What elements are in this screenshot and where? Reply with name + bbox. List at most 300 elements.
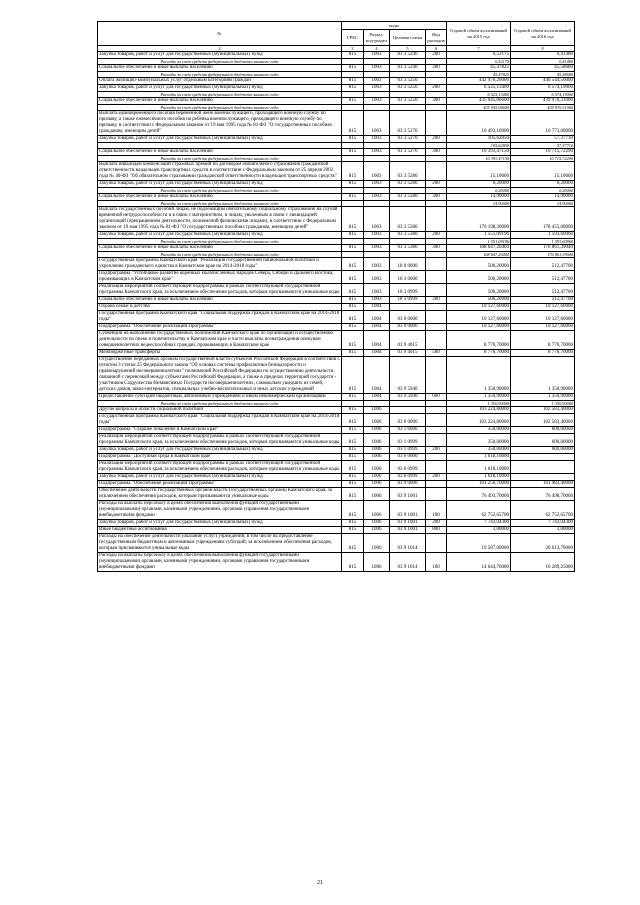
column-number: 7 <box>447 46 511 52</box>
table-row <box>98 394 575 401</box>
row-description: Расходы на выплаты персоналу в целях обеспечения выполнения функций государственными (муниципальными) органами, казенными учреждениями, органами управления государственными внебюджетными фондами <box>98 501 342 520</box>
row-description: Государственная программа Камчатского края "Социальная поддержка граждан в Камчатском крае на 2014-2018 годы" <box>98 311 342 324</box>
table-row <box>98 136 575 143</box>
row-vid <box>426 434 447 447</box>
row-vid: 100 <box>426 501 447 520</box>
table-row <box>98 488 575 501</box>
row-amount-2015: 442 470,20000 <box>447 78 511 85</box>
row-amount-2016: 10 127,60000 <box>511 311 575 324</box>
row-grbs: 815 <box>342 52 364 59</box>
row-amount-2015: 15,10000 <box>447 162 511 181</box>
row-amount-2015: 168 647,20404 <box>447 245 511 252</box>
row-razdel: 1006 <box>364 520 390 527</box>
table-row <box>98 350 575 357</box>
row-grbs: 815 <box>342 181 364 188</box>
row-grbs: 815 <box>342 427 364 434</box>
row-target: 03 3 5280 <box>390 162 426 181</box>
table-row <box>98 520 575 527</box>
row-grbs: 815 <box>342 520 364 527</box>
table-row <box>98 149 575 156</box>
row-razdel: 1004 <box>364 331 390 350</box>
row-vid <box>426 258 447 271</box>
column-number: 2 <box>98 46 342 52</box>
row-razdel: 1006 <box>364 481 390 488</box>
row-description: Социальное обеспечение и иные выплаты населению <box>98 149 342 156</box>
row-amount-2015: 8 776,70000 <box>447 331 511 350</box>
row-razdel: 1003 <box>364 284 390 297</box>
table-row <box>98 427 575 434</box>
row-grbs: 815 <box>342 297 364 304</box>
row-razdel: 1004 <box>364 357 390 394</box>
table-row <box>98 284 575 297</box>
table-row <box>98 194 575 201</box>
row-amount-2016: 57,37710 <box>511 143 575 149</box>
row-grbs: 815 <box>342 534 364 553</box>
row-amount-2015: 10 493,10000 <box>447 111 511 136</box>
row-target: 03 3 5270 <box>390 149 426 156</box>
row-amount-2016: 6 574,19000 <box>511 92 575 98</box>
row-grbs: 815 <box>342 207 364 232</box>
row-grbs: 815 <box>342 149 364 156</box>
row-amount-2016 <box>511 461 575 474</box>
table-row <box>98 111 575 136</box>
row-razdel: 1006 <box>364 407 390 414</box>
row-target: 03 9 4015 <box>390 331 426 350</box>
row-amount-2015: 0,20000 <box>447 188 511 194</box>
row-vid <box>426 414 447 427</box>
row-amount-2015: 1 618,10000 <box>447 474 511 481</box>
row-target: 03 9 5940 <box>390 357 426 394</box>
row-amount-2015: 14,90000 <box>447 201 511 207</box>
column-number: 5 <box>390 46 426 52</box>
row-description: Осуществление переданных органам государственной власти субъектов Российской Федерации в соответствии с пунктом 3 статьи 25 Федерального закона "Об основах системы профилактики безнадзорности и правонарушений несовершеннолетних" полномочий Российской Федерации по осуществлению деятельности, связанной с перевозкой между субъектами Российской Федерации, а также в пределах территорий государств - участников Содружества Независимых Государств несовершеннолетних, самовольно ушедших из семей, детских домов, школ-интернатов, специальных учебно-воспитательных и иных детских учреждений <box>99 357 340 392</box>
table-row <box>98 331 575 350</box>
row-description: Закупка товаров, работ и услуг для государственных (муниципальных) нужд <box>98 447 342 454</box>
row-amount-2015: 0,52175 <box>447 59 511 65</box>
table-row <box>98 297 575 304</box>
row-amount-2016: 439 970,31000 <box>511 98 575 105</box>
header-volume-2016: Годовой объем ассигнований на 2016 год <box>511 22 575 46</box>
row-vid <box>426 284 447 297</box>
row-grbs: 815 <box>342 232 364 239</box>
row-description: Закупка товаров, работ и услуг для государственных (муниципальных) нужд <box>98 52 342 59</box>
row-amount-2015: 1 350,90000 <box>447 357 511 394</box>
row-vid <box>426 207 447 232</box>
table-row <box>98 85 575 92</box>
row-vid <box>426 111 447 136</box>
row-target: 03 0 0000 <box>390 414 426 427</box>
row-amount-2015: 14,90000 <box>447 194 511 201</box>
row-razdel: 1006 <box>364 447 390 454</box>
row-grbs: 815 <box>342 78 364 85</box>
row-amount-2016: 600,00000 <box>511 434 575 447</box>
row-description: Закупка товаров, работ и услуг для государственных (муниципальных) нужд <box>98 474 342 481</box>
table-row <box>98 311 575 324</box>
table-row <box>98 434 575 447</box>
row-amount-2016: 0,20000 <box>511 188 575 194</box>
row-razdel: 1006 <box>364 488 390 501</box>
row-grbs: 815 <box>342 527 364 534</box>
row-grbs: 815 <box>342 434 364 447</box>
header-target: Целевая статья <box>390 30 426 46</box>
table-body <box>98 52 575 572</box>
row-grbs: 815 <box>342 271 364 284</box>
row-amount-2016: 10 127,60000 <box>511 324 575 331</box>
row-target: 03 1 0999 <box>390 447 426 454</box>
row-grbs: 815 <box>342 311 364 324</box>
row-razdel: 1003 <box>364 149 390 156</box>
row-vid <box>426 481 447 488</box>
row-amount-2015: 45,47825 <box>447 72 511 78</box>
table-row <box>98 258 575 271</box>
row-target: 03 9 0000 <box>390 481 426 488</box>
row-amount-2015: 506,20000 <box>447 271 511 284</box>
row-amount-2016: 439 970,31000 <box>511 105 575 111</box>
row-target: 03 3 5250 <box>390 85 426 92</box>
row-description: Оплата жилищно-коммунальных услуг отдельным категориям граждан <box>98 78 342 85</box>
row-razdel: 1003 <box>364 162 390 181</box>
row-vid <box>426 488 447 501</box>
row-description: Социальное обеспечение и иные выплаты населению <box>98 194 342 201</box>
row-vid <box>426 304 447 311</box>
row-target: 03 9 1014 <box>390 534 426 553</box>
column-number: 3 <box>342 46 364 52</box>
row-amount-2015: 350,00000 <box>447 434 511 447</box>
row-vid: 600 <box>426 394 447 401</box>
header-razdel: Раздел, под-раздел <box>364 30 390 46</box>
row-vid: 300 <box>426 245 447 252</box>
table-row <box>98 98 575 105</box>
table-row <box>98 162 575 181</box>
header-codes: коды <box>342 22 447 30</box>
row-razdel: 1003 <box>364 232 390 239</box>
row-description: Выплата государственных пособий лицам, не подлежащим обязательному социальному страхованию на случай временной нетрудоспособности и в связи с материнством, и лицам, уволенным в связи с ликвидацией организаций (прекращением деятельности, полномочий физическими лицами), в соответствии с Федеральным законом от 19 мая 1995 года № 81-ФЗ "О государственных пособиях гражданам, имеющим детей" <box>98 207 342 232</box>
row-amount-2016: 7 743,04300 <box>511 520 575 527</box>
row-target: 03 3 5270 <box>390 111 426 136</box>
table-row <box>98 245 575 252</box>
row-amount-2016: 1 350,90000 <box>511 357 575 394</box>
column-number: 8 <box>511 46 575 52</box>
row-amount-2016: 14,90000 <box>511 201 575 207</box>
row-razdel: 1003 <box>364 207 390 232</box>
row-amount-2015: 3,00000 <box>447 527 511 534</box>
table-row <box>98 461 575 474</box>
row-amount-2016: 1 593,60960 <box>511 232 575 239</box>
row-description: Другие вопросы в области социальной политики <box>98 407 342 414</box>
row-grbs: 815 <box>342 304 364 311</box>
row-grbs: 815 <box>342 501 364 520</box>
row-amount-2015: 8 776,70000 <box>447 350 511 357</box>
row-razdel: 1004 <box>364 350 390 357</box>
row-description: Закупка товаров, работ и услуг для государственных (муниципальных) нужд <box>98 85 342 92</box>
row-razdel: 1006 <box>364 553 390 572</box>
row-amount-2016: 1 350,90000 <box>511 401 575 407</box>
row-description: Охрана семьи и детства <box>98 304 342 311</box>
row-grbs: 815 <box>342 284 364 297</box>
budget-table <box>97 21 575 572</box>
row-description: Подпрограмма "Устойчивое развитие коренных малочисленных народов Севера, Сибири и Дальнего Востока, проживающих в Камчатском крае" <box>98 271 342 284</box>
row-grbs: 815 <box>342 85 364 92</box>
row-target: 03 9 5940 <box>390 394 426 401</box>
table-row <box>98 324 575 331</box>
row-target: 03 3 5380 <box>390 207 426 232</box>
row-amount-2016: 1 593,60960 <box>511 239 575 245</box>
row-vid: 200 <box>426 520 447 527</box>
row-amount-2015: 506,20000 <box>447 258 511 271</box>
row-description: Расходы за счет средств федерального бюджета мнимого года <box>98 239 342 245</box>
row-razdel: 1003 <box>364 258 390 271</box>
table-row <box>98 527 575 534</box>
row-amount-2016: 10 773,00000 <box>511 111 575 136</box>
row-target <box>390 304 426 311</box>
row-description: Закупка товаров, работ и услуг для государственных (муниципальных) нужд <box>98 136 342 143</box>
row-amount-2016: 10 715,72290 <box>511 156 575 162</box>
row-razdel: 1006 <box>364 474 390 481</box>
row-razdel: 1006 <box>364 414 390 427</box>
row-description: Расходы за счет средств федерального бюджета мнимого года <box>98 156 342 162</box>
row-target: 03 9 1001 <box>390 488 426 501</box>
row-amount-2016: 76 498,70000 <box>511 488 575 501</box>
table-row <box>98 78 575 85</box>
row-amount-2016: 102 583,40000 <box>511 407 575 414</box>
row-target: 03 3 5380 <box>390 245 426 252</box>
row-description: Закупка товаров, работ и услуг для государственных (муниципальных) нужд <box>98 520 342 527</box>
header-number: № <box>98 22 342 46</box>
row-description: Подпрограмма "Старшее поколение в Камчатском крае" <box>98 427 342 434</box>
row-amount-2016: 8 776,70000 <box>511 331 575 350</box>
row-target: 18 3 0000 <box>390 271 426 284</box>
row-amount-2016: 512,47700 <box>511 284 575 297</box>
row-razdel: 1003 <box>364 245 390 252</box>
row-target: 03 3 5250 <box>390 78 426 85</box>
row-razdel: 1003 <box>364 52 390 59</box>
table-row <box>98 407 575 414</box>
row-razdel: 1003 <box>364 136 390 143</box>
row-razdel: 1003 <box>364 85 390 92</box>
row-target: 03 9 4015 <box>390 350 426 357</box>
row-amount-2015: 170 198,30000 <box>447 207 511 232</box>
row-target: 03 0 0000 <box>390 311 426 324</box>
column-number: 4 <box>364 46 390 52</box>
row-target: 03 1 0000 <box>390 427 426 434</box>
row-description: Социальное обеспечение и иные выплаты населению <box>98 65 342 72</box>
row-vid: 200 <box>426 85 447 92</box>
row-amount-2016: 600,00000 <box>511 447 575 454</box>
row-vid: 300 <box>426 98 447 105</box>
row-description: Расходы за счет средств федерального бюджета мнимого года <box>98 92 342 98</box>
row-amount-2016: 600,00000 <box>511 427 575 434</box>
row-razdel: 1004 <box>364 304 390 311</box>
row-grbs: 815 <box>342 454 364 461</box>
row-grbs: 815 <box>342 553 364 572</box>
row-amount-2016: 57,37710 <box>511 136 575 143</box>
row-amount-2015: 101 256,70000 <box>447 481 511 488</box>
row-amount-2015: 10 127,60000 <box>447 311 511 324</box>
row-vid: 200 <box>426 52 447 59</box>
row-amount-2016 <box>511 454 575 461</box>
row-grbs: 815 <box>342 194 364 201</box>
row-description: Социальное обеспечение и иные выплаты населению <box>98 98 342 105</box>
table-row <box>98 481 575 488</box>
row-vid <box>426 534 447 553</box>
row-amount-2015: 103 224,80000 <box>447 407 511 414</box>
row-target: 03 3 5380 <box>390 232 426 239</box>
row-vid: 300 <box>426 65 447 72</box>
row-description: Расходы на выплаты персоналу в целях обеспечения выполнения функций государственными (муниципальными) органами, казенными учреждениями, органами управления государственными внебюджетными фондами <box>98 553 342 572</box>
row-amount-2016: 15,10000 <box>511 162 575 181</box>
row-amount-2015: 1 350,90000 <box>447 394 511 401</box>
row-razdel: 1006 <box>364 534 390 553</box>
row-razdel: 1003 <box>364 297 390 304</box>
row-amount-2015: 168 647,20404 <box>447 252 511 258</box>
row-target: 03 9 1001 <box>390 501 426 520</box>
row-vid <box>426 78 447 85</box>
row-vid: 100 <box>426 553 447 572</box>
row-target: 03 6 0999 <box>390 474 426 481</box>
row-amount-2015: 350,00000 <box>447 427 511 434</box>
row-vid <box>426 331 447 350</box>
row-description: Расходы на обеспечение деятельности (оказание услуг) учреждений, в том числе на предоставление государственным бюджетным и автономным учреждениям субсидий, за исключением обеспечения расходов, которым присваиваются уникальные коды <box>98 534 342 553</box>
column-number: 6 <box>426 46 447 52</box>
row-amount-2016: 176 861,39040 <box>511 245 575 252</box>
row-grbs: 815 <box>342 98 364 105</box>
row-description: Обеспечение деятельности государственных органов власти (государственных органов) Камчатского края, за исключением обеспечения расходов, которым присваиваются уникальные коды <box>98 488 342 501</box>
header-grbs: ГРБС <box>342 30 364 46</box>
row-target: 03 1 0999 <box>390 434 426 447</box>
row-target: 03 3 5280 <box>390 181 426 188</box>
row-amount-2015: 506,20000 <box>447 284 511 297</box>
row-grbs: 815 <box>342 65 364 72</box>
row-razdel: 1006 <box>364 454 390 461</box>
row-razdel: 1003 <box>364 271 390 284</box>
row-razdel: 1004 <box>364 324 390 331</box>
row-vid <box>426 357 447 394</box>
row-amount-2015: 105,62850 <box>447 136 511 143</box>
row-description: Выплата инвалидам компенсаций страховых премий по договорам обязательного страхования гражданской ответственности владельцев транспортных средств в соответствии с Федеральным законом от 25 апреля 2002 года № 40-ФЗ "Об обязательном страховании гражданской ответственности владельцев транспортных средств" <box>98 162 342 181</box>
row-amount-2015: 1 551,09196 <box>447 232 511 239</box>
row-vid: 300 <box>426 194 447 201</box>
page-number: 21 <box>317 880 323 886</box>
row-target <box>390 407 426 414</box>
row-amount-2016: 45,58680 <box>511 72 575 78</box>
row-vid <box>426 311 447 324</box>
row-vid: 200 <box>426 136 447 143</box>
row-vid: 800 <box>426 527 447 534</box>
row-target: 03 6 0000 <box>390 454 426 461</box>
row-amount-2016: 14,90000 <box>511 194 575 201</box>
row-description: Расходы за счет средств федерального бюджета мнимого года <box>98 72 342 78</box>
row-amount-2015: 6 525,13400 <box>447 92 511 98</box>
row-razdel: 1006 <box>364 461 390 474</box>
row-description: Социальное обеспечение и иные выплаты населению <box>98 245 342 252</box>
row-amount-2015: 506,20000 <box>447 297 511 304</box>
row-amount-2015: 10 127,60000 <box>447 324 511 331</box>
table-row <box>98 65 575 72</box>
row-amount-2016: 20 613,70000 <box>511 534 575 553</box>
row-amount-2016: 8 776,70000 <box>511 350 575 357</box>
row-description: Государственная программа Камчатского края "Социальная поддержка граждан в Камчатском крае на 2014-2018 годы" <box>98 414 342 427</box>
row-target: 03 9 1001 <box>390 520 426 527</box>
row-amount-2015: 45,47825 <box>447 65 511 72</box>
table-row <box>98 207 575 232</box>
row-vid: 200 <box>426 232 447 239</box>
table-row <box>98 534 575 553</box>
row-razdel: 1003 <box>364 65 390 72</box>
row-description: Государственная программа Камчатского края "Реализация государственной национальной политики и укрепление гражданского единства в Камчатском крае на 2014-2018 годы" <box>98 258 342 271</box>
row-description: Закупка товаров, работ и услуг для государственных (муниципальных) нужд <box>98 232 342 239</box>
table-row <box>98 181 575 188</box>
row-vid <box>426 461 447 474</box>
row-description: Закупка товаров, работ и услуг для государственных (муниципальных) нужд <box>98 181 342 188</box>
row-amount-2015: 435 945,06600 <box>447 98 511 105</box>
row-grbs: 815 <box>342 350 364 357</box>
row-amount-2015: 19 587,00000 <box>447 534 511 553</box>
row-description: Подпрограмма "Обеспечение реализации Программы" <box>98 324 342 331</box>
table-row <box>98 357 575 394</box>
row-grbs: 815 <box>342 474 364 481</box>
row-description: Расходы за счет средств федерального бюджета мнимого года <box>98 105 342 111</box>
row-amount-2016: 0,41480 <box>511 59 575 65</box>
table-header-row <box>98 22 575 30</box>
row-amount-2015: 76 493,70000 <box>447 488 511 501</box>
row-razdel: 1003 <box>364 98 390 105</box>
row-target: 03 9 0000 <box>390 324 426 331</box>
row-vid <box>426 454 447 461</box>
row-razdel: 1003 <box>364 111 390 136</box>
row-amount-2016: 45,58680 <box>511 65 575 72</box>
row-grbs: 815 <box>342 394 364 401</box>
row-amount-2015: 1 618,10000 <box>447 461 511 474</box>
row-description: Расходы за счет средств федерального бюджета мнимого года <box>98 401 342 407</box>
row-amount-2016 <box>511 474 575 481</box>
row-amount-2016: 101 983,40000 <box>511 481 575 488</box>
row-grbs: 815 <box>342 407 364 414</box>
row-target: 03 9 1001 <box>390 527 426 534</box>
row-amount-2015: 6 525,13400 <box>447 85 511 92</box>
row-grbs: 815 <box>342 162 364 181</box>
row-razdel: 1003 <box>364 78 390 85</box>
table-row <box>98 553 575 572</box>
row-amount-2015: 435 945,06600 <box>447 105 511 111</box>
row-vid: 500 <box>426 350 447 357</box>
row-razdel: 1003 <box>364 194 390 201</box>
row-vid <box>426 324 447 331</box>
row-amount-2016: 6 574,19000 <box>511 85 575 92</box>
row-amount-2016: 0,20000 <box>511 181 575 188</box>
row-target: 03 9 1014 <box>390 553 426 572</box>
row-razdel: 1004 <box>364 394 390 401</box>
table-row <box>98 232 575 239</box>
row-vid: 300 <box>426 297 447 304</box>
row-amount-2016: 102 583,40000 <box>511 414 575 427</box>
row-amount-2016: 178 455,00000 <box>511 207 575 232</box>
row-target: 18 3 0999 <box>390 297 426 304</box>
row-vid: 200 <box>426 447 447 454</box>
row-grbs: 815 <box>342 447 364 454</box>
row-amount-2015: 0,52175 <box>447 52 511 59</box>
row-amount-2016: 446 544,50000 <box>511 78 575 85</box>
row-description: Предоставление субсидий бюджетным, автономным учреждениям и иным некоммерческим организациям <box>98 394 342 401</box>
row-amount-2016: 10 715,72290 <box>511 149 575 156</box>
row-vid <box>426 162 447 181</box>
row-amount-2016: 176 861,39040 <box>511 252 575 258</box>
row-description: Расходы за счет средств федерального бюджета мнимого года <box>98 188 342 194</box>
row-amount-2016: 3,00000 <box>511 527 575 534</box>
row-target: 03 3 5270 <box>390 136 426 143</box>
row-description: Реализация мероприятий соответствующей подпрограммы в рамках соответствующей государственной программы Камчатского края, за исключением обеспечения расходов, которым присваиваются уникальные коды <box>98 284 342 297</box>
table-row <box>98 474 575 481</box>
row-amount-2015: 7 743,04300 <box>447 520 511 527</box>
